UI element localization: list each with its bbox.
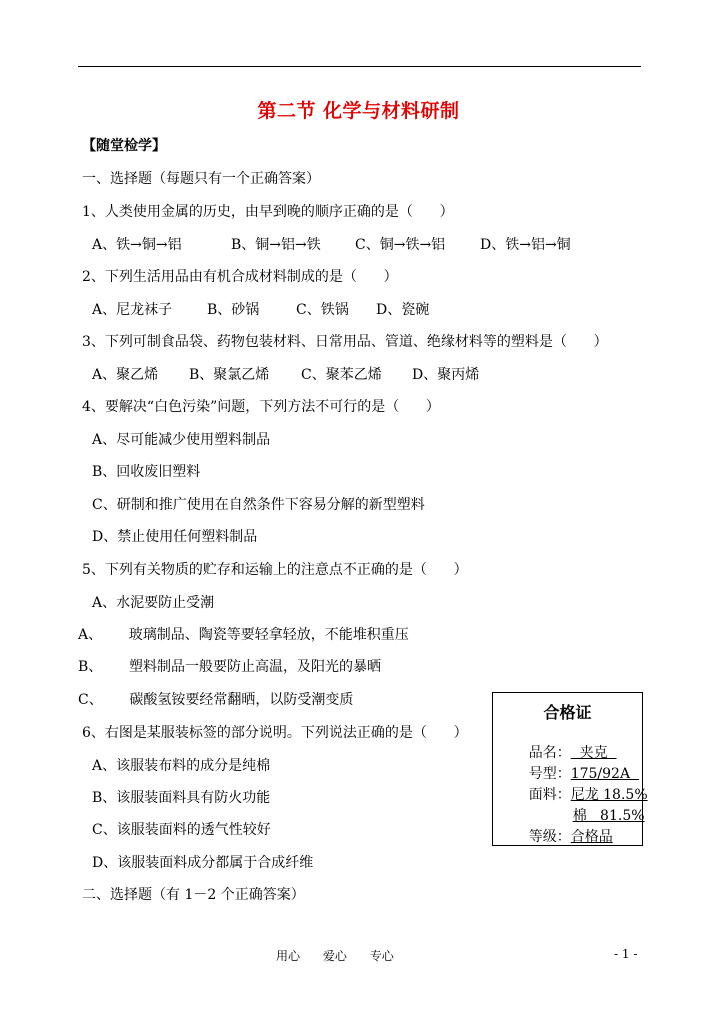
question-4-stem: 4、要解决“白色污染”问题，下列方法不可行的是（ ） [82, 399, 440, 415]
question-2-option-c: C、铁锅 [296, 302, 349, 318]
certificate-fabric-label: 面料： [528, 787, 571, 803]
question-3-option-c: C、聚苯乙烯 [301, 367, 382, 383]
question-2-stem: 2、下列生活用品由有机合成材料制成的是（ ） [82, 269, 398, 285]
question-6-option-a: A、该服装布料的成分是纯棉 [92, 758, 271, 774]
question-5-option-c: C、 碳酸氢铵要经常翻晒，以防受潮变质 [78, 692, 354, 708]
question-5-option-a: A、水泥要防止受潮 [92, 595, 215, 611]
section-heading: 【随堂检学】 [82, 138, 166, 154]
question-1-option-b: B、铜→铝→铁 [231, 237, 321, 253]
part2-heading: 二、选择题（有 1－2 个正确答案） [82, 887, 305, 903]
question-5-stem: 5、下列有关物质的贮存和运输上的注意点不正确的是（ ） [82, 562, 468, 578]
certificate-model-value: 175/92A [570, 766, 639, 782]
question-3-option-b: B、聚氯乙烯 [189, 367, 270, 383]
question-1-option-d: D、铁→铝→铜 [480, 237, 571, 253]
question-4-option-d: D、禁止使用任何塑料制品 [92, 529, 258, 545]
certificate-grade-row [502, 810, 613, 864]
certificate-grade-label: 等级： [528, 829, 571, 845]
question-6-option-c: C、该服装面料的透气性较好 [92, 822, 271, 838]
question-1-option-a: A、铁→铜→铝 [92, 237, 182, 253]
question-3-option-d: D、聚丙烯 [412, 367, 480, 383]
question-5-option-b: B、 塑料制品一般要防止高温，及阳光的暴晒 [78, 659, 381, 675]
certificate-title: 合格证 [543, 703, 592, 722]
question-6-stem: 6、右图是某服装标签的部分说明。下列说法正确的是（ ） [82, 725, 468, 741]
certificate-name-value: 夹克 [570, 745, 617, 761]
page-title: 第二节 化学与材料研制 [257, 100, 460, 122]
part1-heading: 一、选择题（每题只有一个正确答案） [82, 171, 320, 187]
certificate-name-label: 品名： [528, 745, 571, 761]
question-6-option-b: B、该服装面料具有防火功能 [92, 790, 271, 806]
question-3-option-a: A、聚乙烯 [92, 367, 159, 383]
certificate-fabric-value-nylon: 尼龙 18.5% [570, 787, 648, 803]
garment-certificate-box [492, 692, 648, 846]
question-6-option-d: D、该服装面料成分都属于合成纤维 [92, 855, 314, 871]
question-4-option-b: B、回收废旧塑料 [92, 464, 201, 480]
question-2-option-d: D、瓷碗 [376, 302, 430, 318]
question-3-stem: 3、下列可制食品袋、药物包装材料、日常用品、管道、绝缘材料等的塑料是（ ） [82, 334, 608, 350]
question-4-option-c: C、研制和推广使用在自然条件下容易分解的新型塑料 [92, 497, 425, 513]
certificate-grade-value: 合格品 [570, 829, 613, 845]
question-4-option-a: A、尽可能减少使用塑料制品 [92, 432, 271, 448]
question-1-option-c: C、铜→铁→铝 [355, 237, 446, 253]
header-rule [78, 66, 641, 67]
question-1-stem: 1、人类使用金属的历史，由早到晚的顺序正确的是（ ） [82, 204, 454, 220]
question-2-option-b: B、砂锅 [207, 302, 260, 318]
footer-motto: 用心 爱心 专心 [276, 949, 394, 963]
question-5-option-a2: A、 玻璃制品、陶瓷等要轻拿轻放，不能堆积重压 [78, 627, 409, 643]
certificate-fabric-value-cotton: 棉 81.5% [572, 808, 645, 824]
certificate-model-label: 号型： [528, 766, 571, 782]
page-number: - 1 - [614, 947, 638, 961]
question-2-option-a: A、尼龙袜子 [92, 302, 173, 318]
